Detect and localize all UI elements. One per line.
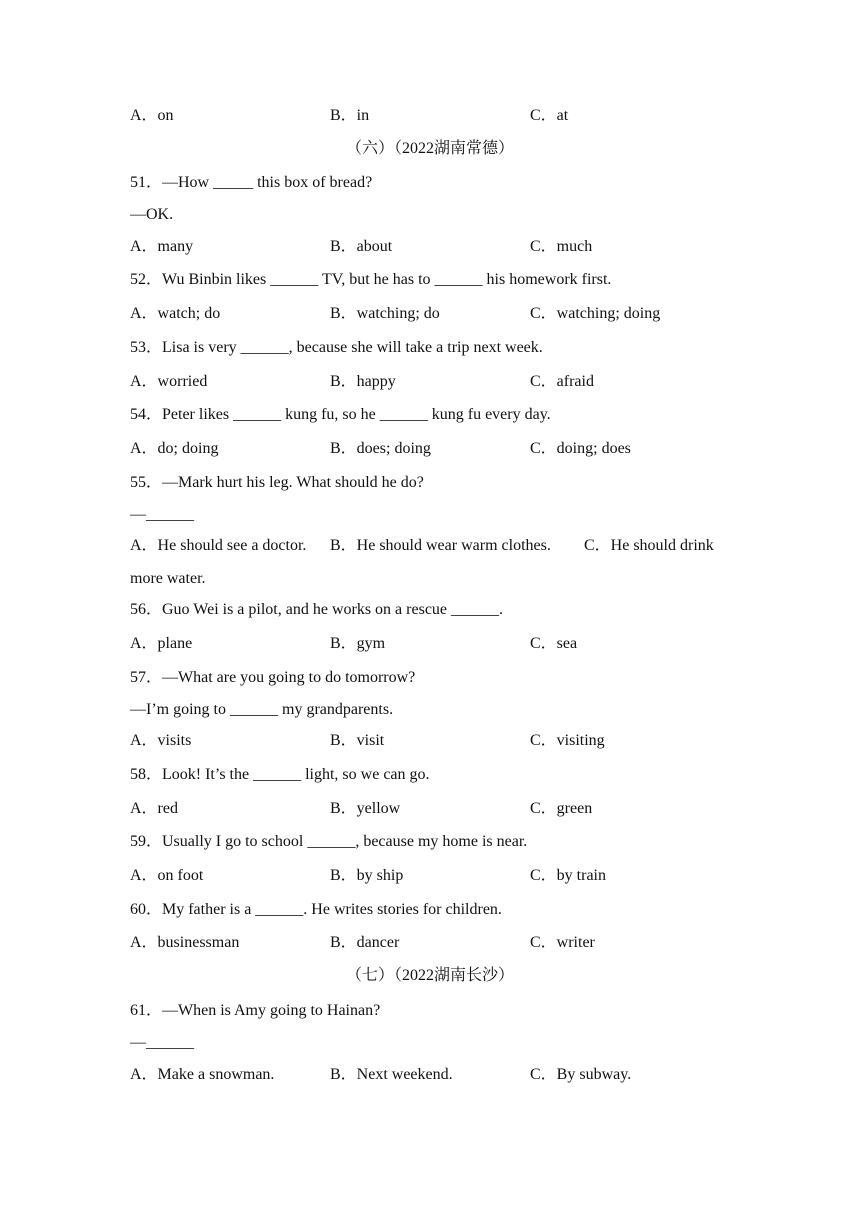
question-57-answer-line: —I’m going to ______ my grandparents.: [130, 701, 394, 718]
question-57-option-b: B．visit: [330, 732, 385, 749]
question-58-stem: 58．Look! It’s the ______ light, so we can go.: [130, 766, 430, 783]
question-52-option-c: C．watching; doing: [530, 305, 661, 322]
question-60-option-b: B．dancer: [330, 934, 400, 951]
question-54-option-a: A．do; doing: [130, 440, 219, 457]
question-51-option-c: C．much: [530, 238, 593, 255]
question-54-option-b: B．does; doing: [330, 440, 431, 457]
question-59-stem: 59．Usually I go to school ______, because my home is near.: [130, 833, 528, 850]
question-51-option-b: B．about: [330, 238, 393, 255]
section-heading-6: （六）（2022湖南常德）: [345, 140, 514, 157]
question-58-option-b: B．yellow: [330, 800, 401, 817]
question-54-stem: 54．Peter likes ______ kung fu, so he ______ kung fu every day.: [130, 406, 551, 423]
question-52-option-a: A．watch; do: [130, 305, 221, 322]
question-59-option-c: C．by train: [530, 867, 606, 884]
question-55-option-a: A．He should see a doctor.: [130, 537, 307, 554]
question-57-option-a: A．visits: [130, 732, 192, 749]
question-55-option-c: C．He should drink: [584, 537, 714, 554]
question-56-option-a: A．plane: [130, 635, 193, 652]
question-51-answer-line: —OK.: [130, 206, 174, 223]
question-55-stem: 55．—Mark hurt his leg. What should he do?: [130, 474, 424, 491]
question-53-option-b: B．happy: [330, 373, 396, 390]
question-61-option-a: A．Make a snowman.: [130, 1066, 275, 1083]
question-53-stem: 53．Lisa is very ______, because she will take a trip next week.: [130, 339, 543, 356]
question-59-option-b: B．by ship: [330, 867, 404, 884]
question-58-option-a: A．red: [130, 800, 178, 817]
question-52-stem: 52．Wu Binbin likes ______ TV, but he has to ______ his homework first.: [130, 271, 612, 288]
question-57-stem: 57．—What are you going to do tomorrow?: [130, 669, 416, 686]
question-60-option-c: C．writer: [530, 934, 595, 951]
section-heading-7: （七）（2022湖南长沙）: [345, 967, 514, 984]
question-51-stem: 51．—How _____ this box of bread?: [130, 174, 373, 191]
question-61-option-b: B．Next weekend.: [330, 1066, 453, 1083]
question-52-option-b: B．watching; do: [330, 305, 440, 322]
question-61-option-c: C．By subway.: [530, 1066, 632, 1083]
question-59-option-a: A．on foot: [130, 867, 204, 884]
question-53-option-a: A．worried: [130, 373, 208, 390]
option-a: A．on: [130, 107, 174, 124]
option-b: B．in: [330, 107, 370, 124]
question-58-option-c: C．green: [530, 800, 593, 817]
question-55-answer-line: —______: [130, 506, 194, 523]
question-54-option-c: C．doing; does: [530, 440, 631, 457]
question-55-option-c-wrap: more water.: [130, 570, 206, 587]
question-61-stem: 61．—When is Amy going to Hainan?: [130, 1002, 381, 1019]
question-60-option-a: A．businessman: [130, 934, 240, 951]
question-56-option-b: B．gym: [330, 635, 386, 652]
question-56-stem: 56．Guo Wei is a pilot, and he works on a rescue ______.: [130, 601, 504, 618]
question-57-option-c: C．visiting: [530, 732, 605, 749]
question-51-option-a: A．many: [130, 238, 194, 255]
option-c: C．at: [530, 107, 569, 124]
question-53-option-c: C．afraid: [530, 373, 594, 390]
question-60-stem: 60．My father is a ______. He writes stories for children.: [130, 901, 502, 918]
question-56-option-c: C．sea: [530, 635, 578, 652]
question-55-option-b: B．He should wear warm clothes.: [330, 537, 551, 554]
question-61-answer-line: —______: [130, 1034, 194, 1051]
